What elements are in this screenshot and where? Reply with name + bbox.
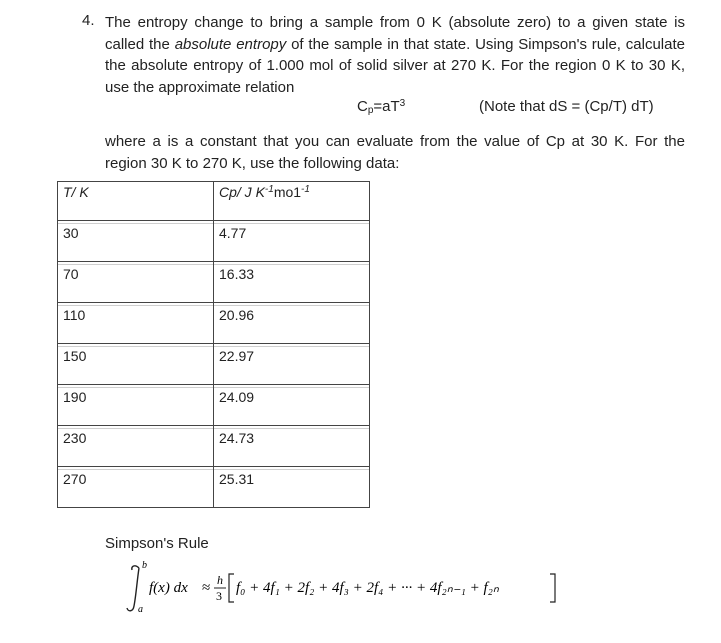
cell-heat-capacity: 25.31 bbox=[214, 467, 370, 508]
entropy-note: (Note that dS = (Cp/T) dT) bbox=[479, 98, 654, 115]
simpson-terms: f₀ + 4f₁ + 2f₂ + 4f₃ + 2f₄ + ··· + 4f₂ₙ₋₁ + f₂ₙ bbox=[236, 580, 499, 596]
cell-heat-capacity: 24.73 bbox=[214, 426, 370, 467]
table-row bbox=[58, 262, 370, 303]
cell-temperature: 230 bbox=[58, 426, 214, 467]
right-bracket bbox=[550, 574, 555, 602]
integral-upper-limit: b bbox=[142, 560, 147, 571]
cell-temperature: 30 bbox=[58, 221, 214, 262]
data-table bbox=[57, 181, 370, 508]
table-row bbox=[58, 221, 370, 262]
table-row bbox=[58, 303, 370, 344]
question-paragraph-2: where a is a constant that you can evaluate from the value of Cp at 30 K. For the region 30 K to 270 K, use the following data: bbox=[105, 133, 685, 172]
table-row bbox=[58, 467, 370, 508]
cell-temperature: 190 bbox=[58, 385, 214, 426]
cell-temperature: 150 bbox=[58, 344, 214, 385]
header-temperature: T/ K bbox=[58, 182, 214, 221]
question-number: 4. bbox=[82, 12, 95, 29]
integral-lower-limit: a bbox=[138, 604, 143, 615]
table-row bbox=[58, 426, 370, 467]
table-row bbox=[58, 344, 370, 385]
simpsons-rule-formula bbox=[125, 556, 565, 616]
approx-sign: ≈ bbox=[202, 580, 211, 596]
cell-temperature: 70 bbox=[58, 262, 214, 303]
cell-heat-capacity: 20.96 bbox=[214, 303, 370, 344]
cell-heat-capacity: 22.97 bbox=[214, 344, 370, 385]
simpsons-rule-title: Simpson's Rule bbox=[105, 535, 209, 552]
cell-heat-capacity: 4.77 bbox=[214, 221, 370, 262]
fraction-numerator: h bbox=[217, 573, 223, 587]
integrand: f(x) dx bbox=[149, 580, 188, 596]
fraction-denominator: 3 bbox=[216, 589, 222, 603]
table-row bbox=[58, 385, 370, 426]
cell-temperature: 270 bbox=[58, 467, 214, 508]
table-header-row bbox=[58, 182, 370, 221]
cell-heat-capacity: 24.09 bbox=[214, 385, 370, 426]
emphasis-absolute-entropy: absolute entropy bbox=[174, 35, 287, 53]
cell-heat-capacity: 16.33 bbox=[214, 262, 370, 303]
header-heat-capacity: Cp/ J $K^{-1}mo1^{-1}$ bbox=[214, 182, 370, 221]
heat-capacity-relation: $C_p=aT^3$ bbox=[357, 98, 406, 116]
left-bracket bbox=[229, 574, 234, 602]
question-paragraph-1: The entropy change to bring a sample from 0 K (absolute zero) to a given state is called the absolute entropy of the sample in that state. Using Simpson's rule, calculate the absolute entropy of 1.000 mol of solid silver at 270 K. For the region 0 K to 30 K, use the approximate relation bbox=[105, 14, 685, 96]
cell-temperature: 110 bbox=[58, 303, 214, 344]
